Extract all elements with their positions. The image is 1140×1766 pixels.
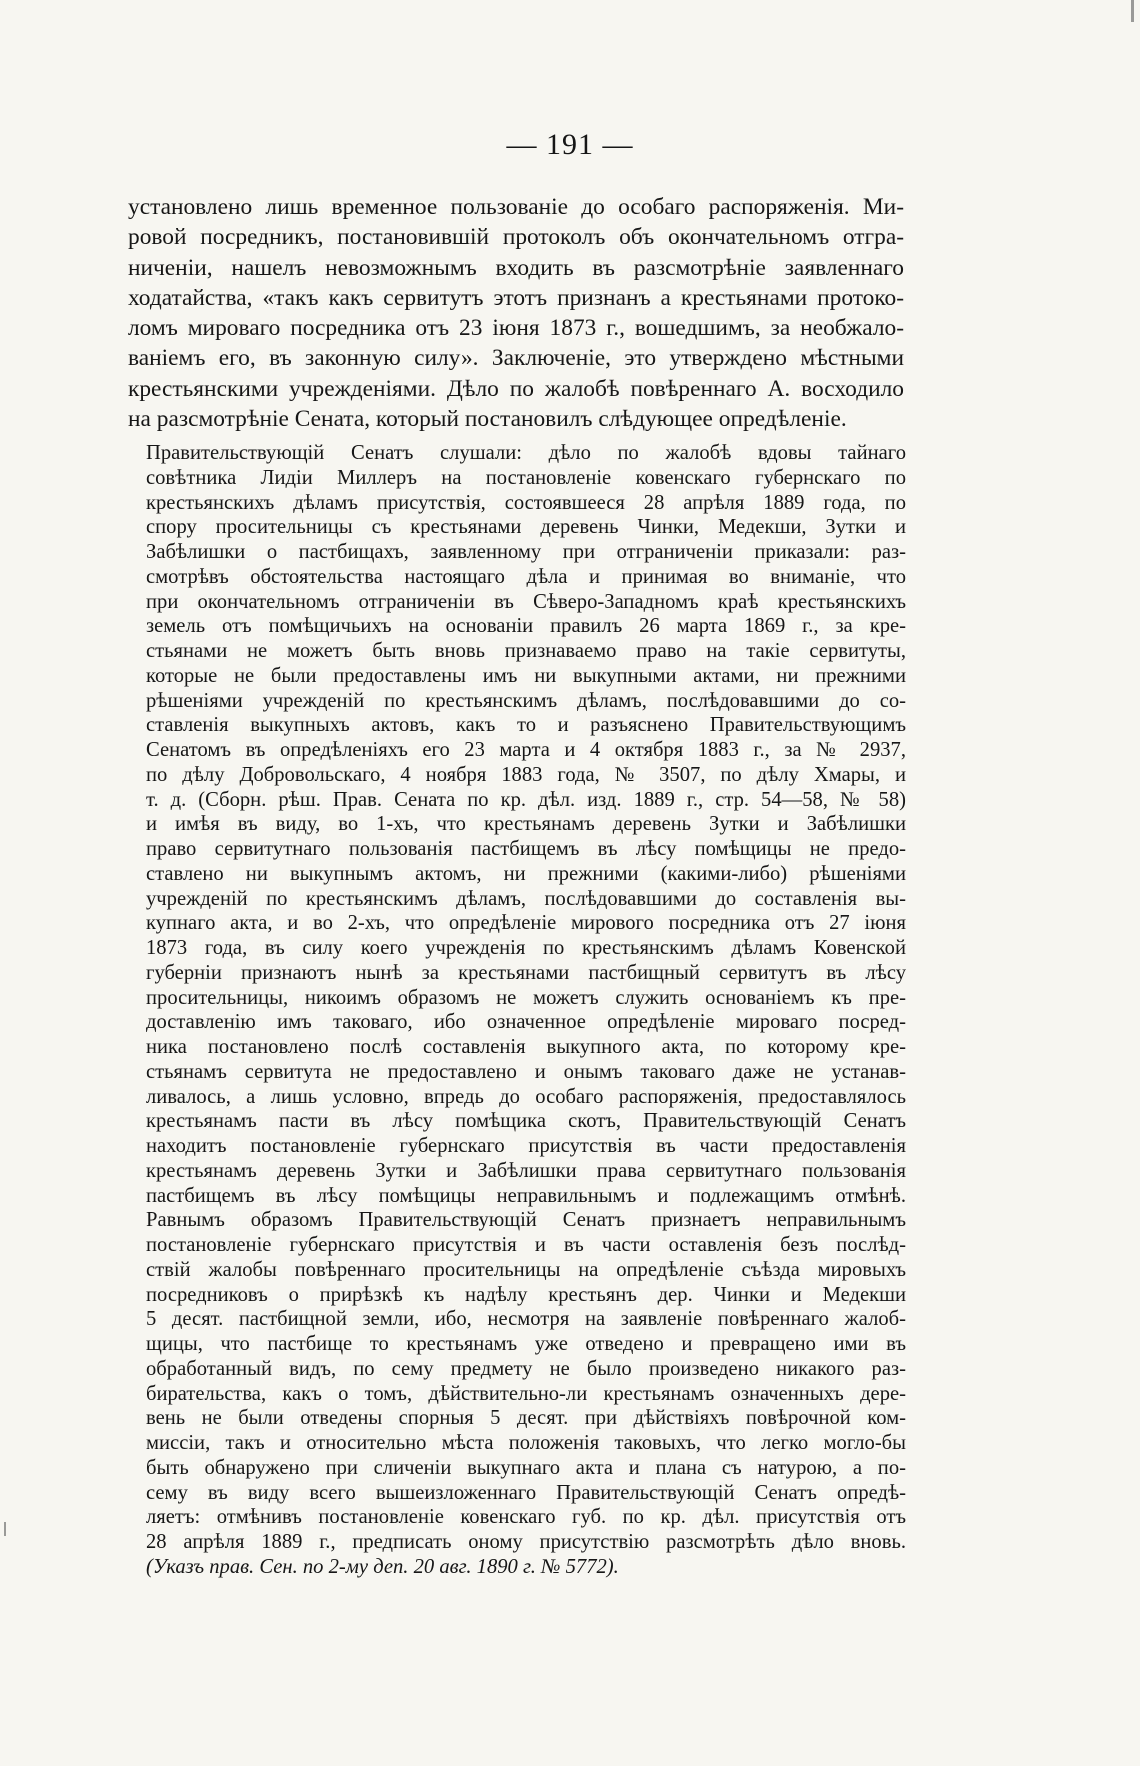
text-line: на разсмотрѣніе Сената, который постановилъ слѣдующее опредѣленіе.	[128, 406, 847, 433]
text-line: крестьянамъ пасти въ лѣсу помѣщика скотъ, Правительствующій Сенатъ	[146, 1110, 906, 1133]
text-line: пастбищемъ въ лѣсу помѣщицы неправильнымъ и подлежащимъ отмѣнѣ.	[146, 1184, 906, 1207]
text-line: ровой посредникъ, постановившій протоколъ объ окончательномъ отгра-	[128, 224, 904, 251]
text-line: установлено лишь временное пользованіе до особаго распоряженія. Ми-	[128, 194, 904, 220]
paragraph-case-summary	[128, 192, 904, 434]
text-line: по дѣлу Добровольскаго, 4 ноября 1883 года, № 3507, по дѣлу Хмары, и	[146, 763, 906, 786]
text-line: право сервитутнаго пользованія пастбищемъ въ лѣсу помѣщицы не предо-	[146, 838, 906, 860]
text-line: ломъ мироваго посредника отъ 23 іюня 1873 г., вошедшимъ, за необжало-	[128, 315, 904, 342]
paragraph-senate-decision	[128, 441, 906, 1580]
text-line: щицы, что пастбище то крестьянамъ уже отведено и превращено ими въ	[146, 1333, 906, 1355]
text-line: бирательства, какъ о томъ, дѣйствительно-ли крестьянамъ означенныхъ дере-	[146, 1382, 906, 1405]
text-line: находитъ постановленіе губернскаго присутствія въ части предоставленія	[146, 1135, 906, 1157]
text-line: Забѣлишки о пастбищахъ, заявленному при отграниченіи приказали: раз-	[146, 541, 906, 563]
text-line: просительницы, никоимъ образомъ не можетъ служить основаніемъ къ пре-	[146, 986, 906, 1009]
text-line: ставленія выкупныхъ актовъ, какъ то и разъяснено Правительствующимъ	[146, 714, 906, 737]
text-line: ниченіи, нашелъ невозможнымъ входить въ разсмотрѣніе заявленнаго	[128, 254, 904, 281]
text-line: смотрѣвъ обстоятельства настоящаго дѣла и принимая во вниманіе, что	[146, 565, 906, 588]
text-line: обработанный видъ, по сему предмету не было произведено никакого раз-	[146, 1357, 906, 1380]
text-line: Сенатомъ въ опредѣленіяхъ его 23 марта и 4 октября 1883 г., за № 2937,	[146, 739, 906, 761]
text-line: крестьянскими учрежденіями. Дѣло по жалобѣ повѣреннаго А. восходило	[128, 375, 904, 402]
text-line: спору просительницы съ крестьянами деревень Чинки, Медекши, Зутки и	[146, 516, 906, 539]
text-line: посредниковъ о прирѣзкѣ къ надѣлу крестьянъ дер. Чинки и Медекши	[146, 1283, 906, 1306]
text-line: земель отъ помѣщичьихъ на основаніи правилъ 26 марта 1869 г., за кре-	[146, 615, 906, 638]
text-line: вень не были отведены спорныя 5 десят. при дѣйствіяхъ повѣрочной ком-	[146, 1407, 906, 1430]
text-line: крестьянскихъ дѣламъ присутствія, состоявшееся 28 апрѣля 1889 года, по	[146, 491, 906, 514]
senate-decision-lines	[128, 441, 906, 1555]
text-line: Равнымъ образомъ Правительствующій Сенатъ признаетъ неправильнымъ	[146, 1209, 906, 1232]
text-line: купнаго акта, и во 2-хъ, что опредѣленіе мирового посредника отъ 27 іюня	[146, 912, 906, 935]
text-line: миссіи, такъ и относительно мѣста положенія таковыхъ, что легко могло-бы	[146, 1432, 906, 1454]
text-line: постановленіе губернскаго присутствія и въ части оставленія безъ послѣд-	[146, 1234, 906, 1256]
text-line: крестьянамъ деревень Зутки и Забѣлишки права сервитутнаго пользованія	[146, 1159, 906, 1182]
text-line: рѣшеніями учрежденій по крестьянскимъ дѣламъ, послѣдовавшими до со-	[146, 689, 906, 712]
text-line: ставлено ни выкупнымъ актомъ, ни прежними (какими-либо) рѣшеніями	[146, 862, 906, 885]
text-line: ваніемъ его, въ законную силу». Заключеніе, это утверждено мѣстными	[128, 345, 904, 372]
text-line: стьянами не можетъ быть вновь признаваемо право на такіе сервитуты,	[146, 640, 906, 662]
text-line: быть обнаружено при сличеніи выкупнаго акта и плана съ натурою, а по-	[146, 1456, 906, 1479]
text-line: и имѣя въ виду, во 1-хъ, что крестьянамъ деревень Зутки и Забѣлишки	[146, 813, 906, 836]
text-line: ляетъ: отмѣнивъ постановленіе ковенскаго губ. по кр. дѣл. присутствія отъ	[146, 1506, 906, 1529]
text-line: ливалось, а лишь условно, впредь до особаго распоряженія, предоставлялось	[146, 1085, 906, 1108]
text-line: доставленію имъ таковаго, ибо означенное опредѣленіе мироваго посред-	[146, 1011, 906, 1034]
scan-edge-mark	[4, 1522, 6, 1536]
text-line: т. д. (Сборн. рѣш. Прав. Сената по кр. дѣл. изд. 1889 г., стр. 54—58, № 58)	[146, 788, 906, 811]
scan-edge-mark	[1131, 0, 1134, 22]
text-line: при окончательномъ отграниченіи въ Сѣверо-Западномъ краѣ крестьянскихъ	[146, 590, 906, 613]
decree-citation: (Указъ прав. Сен. по 2-му деп. 20 авг. 1890 г. № 5772).	[146, 1555, 619, 1578]
text-line: 28 апрѣля 1889 г., предписать оному присутствію разсмотрѣть дѣло вновь.	[146, 1531, 906, 1553]
text-line: 1873 года, въ силу коего учрежденія по крестьянскимъ дѣламъ Ковенской	[146, 937, 906, 959]
text-line: ствій жалобы повѣреннаго просительницы на опредѣленіе съѣзда мировыхъ	[146, 1258, 906, 1281]
text-line: совѣтника Лидіи Миллеръ на постановленіе ковенскаго губернскаго по	[146, 466, 906, 489]
text-line: губерніи признаютъ нынѣ за крестьянами пастбищный сервитутъ въ лѣсу	[146, 961, 906, 984]
text-line: ходатайства, «такъ какъ сервитутъ этотъ признанъ а крестьянами протоко-	[128, 284, 904, 311]
text-line: которые не были предоставлены имъ ни выкупными актами, ни прежними	[146, 664, 906, 687]
text-line: учрежденій по крестьянскимъ дѣламъ, послѣдовавшими до составленія вы-	[146, 887, 906, 910]
text-line: ника постановлено послѣ составленія выкупного акта, по которому кре-	[146, 1036, 906, 1058]
page-number: — 191 —	[506, 128, 634, 161]
text-line: сему въ виду всего вышеизложеннаго Правительствующій Сенатъ опредѣ-	[146, 1481, 906, 1504]
text-line: Правительствующій Сенатъ слушали: дѣло по жалобѣ вдовы тайнаго	[146, 442, 906, 464]
text-line: 5 десят. пастбищной земли, ибо, несмотря на заявленіе повѣреннаго жалоб-	[146, 1308, 906, 1331]
text-line: стьянамъ сервитута не предоставлено и онымъ таковаго даже не устанав-	[146, 1060, 906, 1083]
